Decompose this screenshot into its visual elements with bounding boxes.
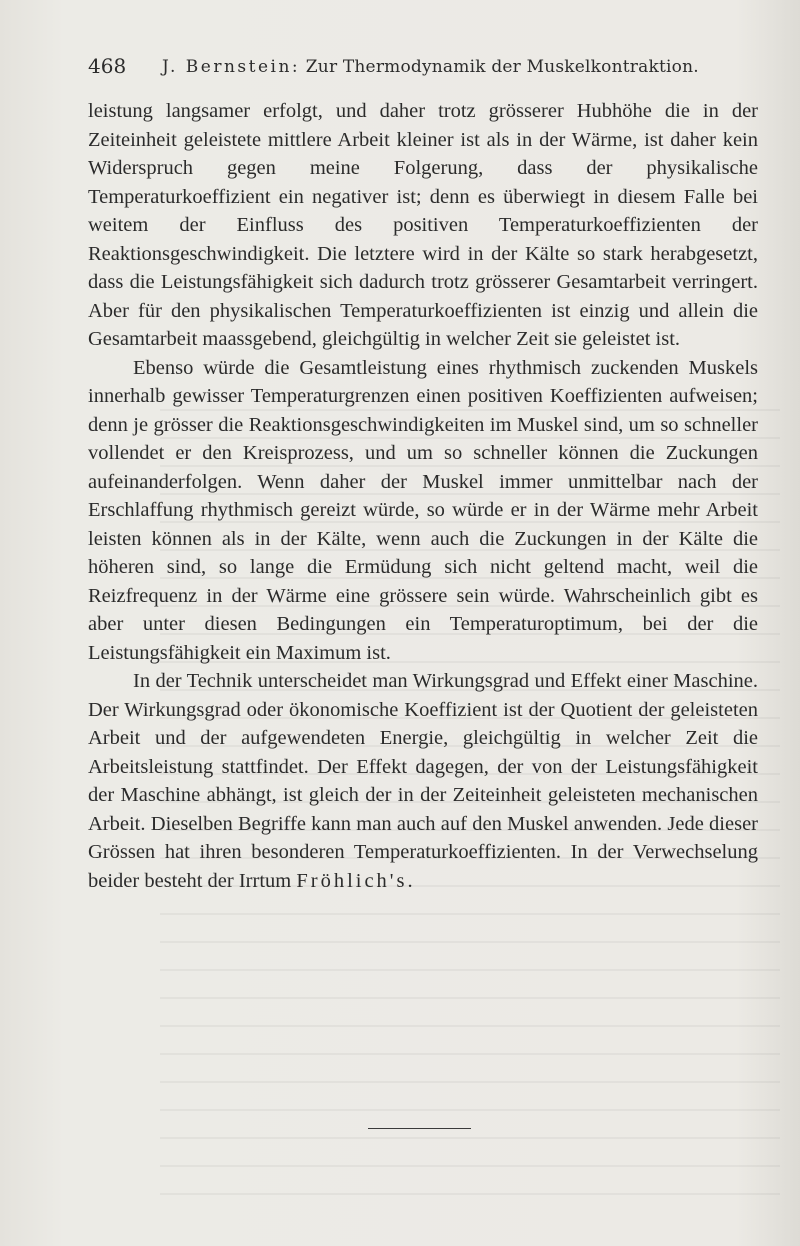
page-number: 468 bbox=[88, 54, 127, 78]
cited-author-name: Fröhlich's. bbox=[296, 869, 416, 892]
paragraph-1-text: leistung langsamer erfolgt, und daher trotz grösserer Hubhöhe die in der Zeiteinheit geleistete mittlere Arbeit kleiner ist als in der Wärme, ist daher kein Widerspruch gegen meine Folgerung, dass der physikalische Temperaturkoeffizient ein negativer ist; denn es überwiegt in diesem Falle bei weitem der Einfluss des positiven Temperaturkoeffizienten der Reaktionsgeschwindigkeit. Die letztere wird in der Kälte so stark herabgesetzt, dass die Leistungsfähigkeit sich dadurch trotz grösserer Gesamtarbeit verringert. Aber für den physikalischen Temperaturkoeffizienten ist einzig und allein die Gesamtarbeit maassgebend, gleichgültig in welcher Zeit sie geleistet ist. bbox=[88, 100, 758, 350]
header-author: J. Bernstein: bbox=[162, 57, 301, 77]
paragraph-1 bbox=[88, 97, 758, 354]
paragraph-2 bbox=[88, 354, 758, 668]
section-separator-rule bbox=[368, 1128, 471, 1129]
paragraph-2-text: Ebenso würde die Gesamtleistung eines rhythmisch zuckenden Muskels innerhalb gewisser Temperaturgrenzen einen positiven Koeffizienten aufweisen; denn je grösser die Reaktionsgeschwindigkeiten im Muskel sind, um so schneller vollendet er den Kreisprozess, und um so schneller können die Zuckungen aufeinanderfolgen. Wenn daher der Muskel immer unmittelbar nach der Erschlaffung rhythmisch gereizt würde, so würde er in der Wärme mehr Arbeit leisten können als in der Kälte, wenn auch die Zuckungen in der Kälte die höheren sind, so lange die Ermüdung sich nicht geltend macht, weil die Reizfrequenz in der Wärme eine grössere sein würde. Wahrscheinlich gibt es aber unter diesen Bedingungen ein Temperaturoptimum, bei der die Leistungsfähigkeit ein Maximum ist. bbox=[88, 356, 758, 664]
paragraph-3 bbox=[88, 667, 758, 895]
running-header bbox=[88, 54, 748, 84]
body-text bbox=[88, 97, 758, 895]
running-head bbox=[162, 57, 699, 77]
header-title: Zur Thermodynamik der Muskelkontraktion. bbox=[305, 57, 699, 77]
paragraph-3-text: In der Technik unterscheidet man Wirkungsgrad und Effekt einer Maschine. Der Wirkungsgrad oder ökonomische Koeffizient ist der Quotient der geleisteten Arbeit und der aufgewendeten Energie, gleichgültig in welcher Zeit die Arbeitsleistung stattfindet. Der Effekt dagegen, der von der Leistungsfähigkeit der Maschine abhängt, ist gleich der in der Zeiteinheit geleisteten mechanischen Arbeit. Dieselben Begriffe kann man auch auf den Muskel anwenden. Jede dieser Grössen hat ihren besonderen Temperaturkoeffizienten. In der Verwechselung beider besteht der Irrtum bbox=[88, 670, 758, 892]
